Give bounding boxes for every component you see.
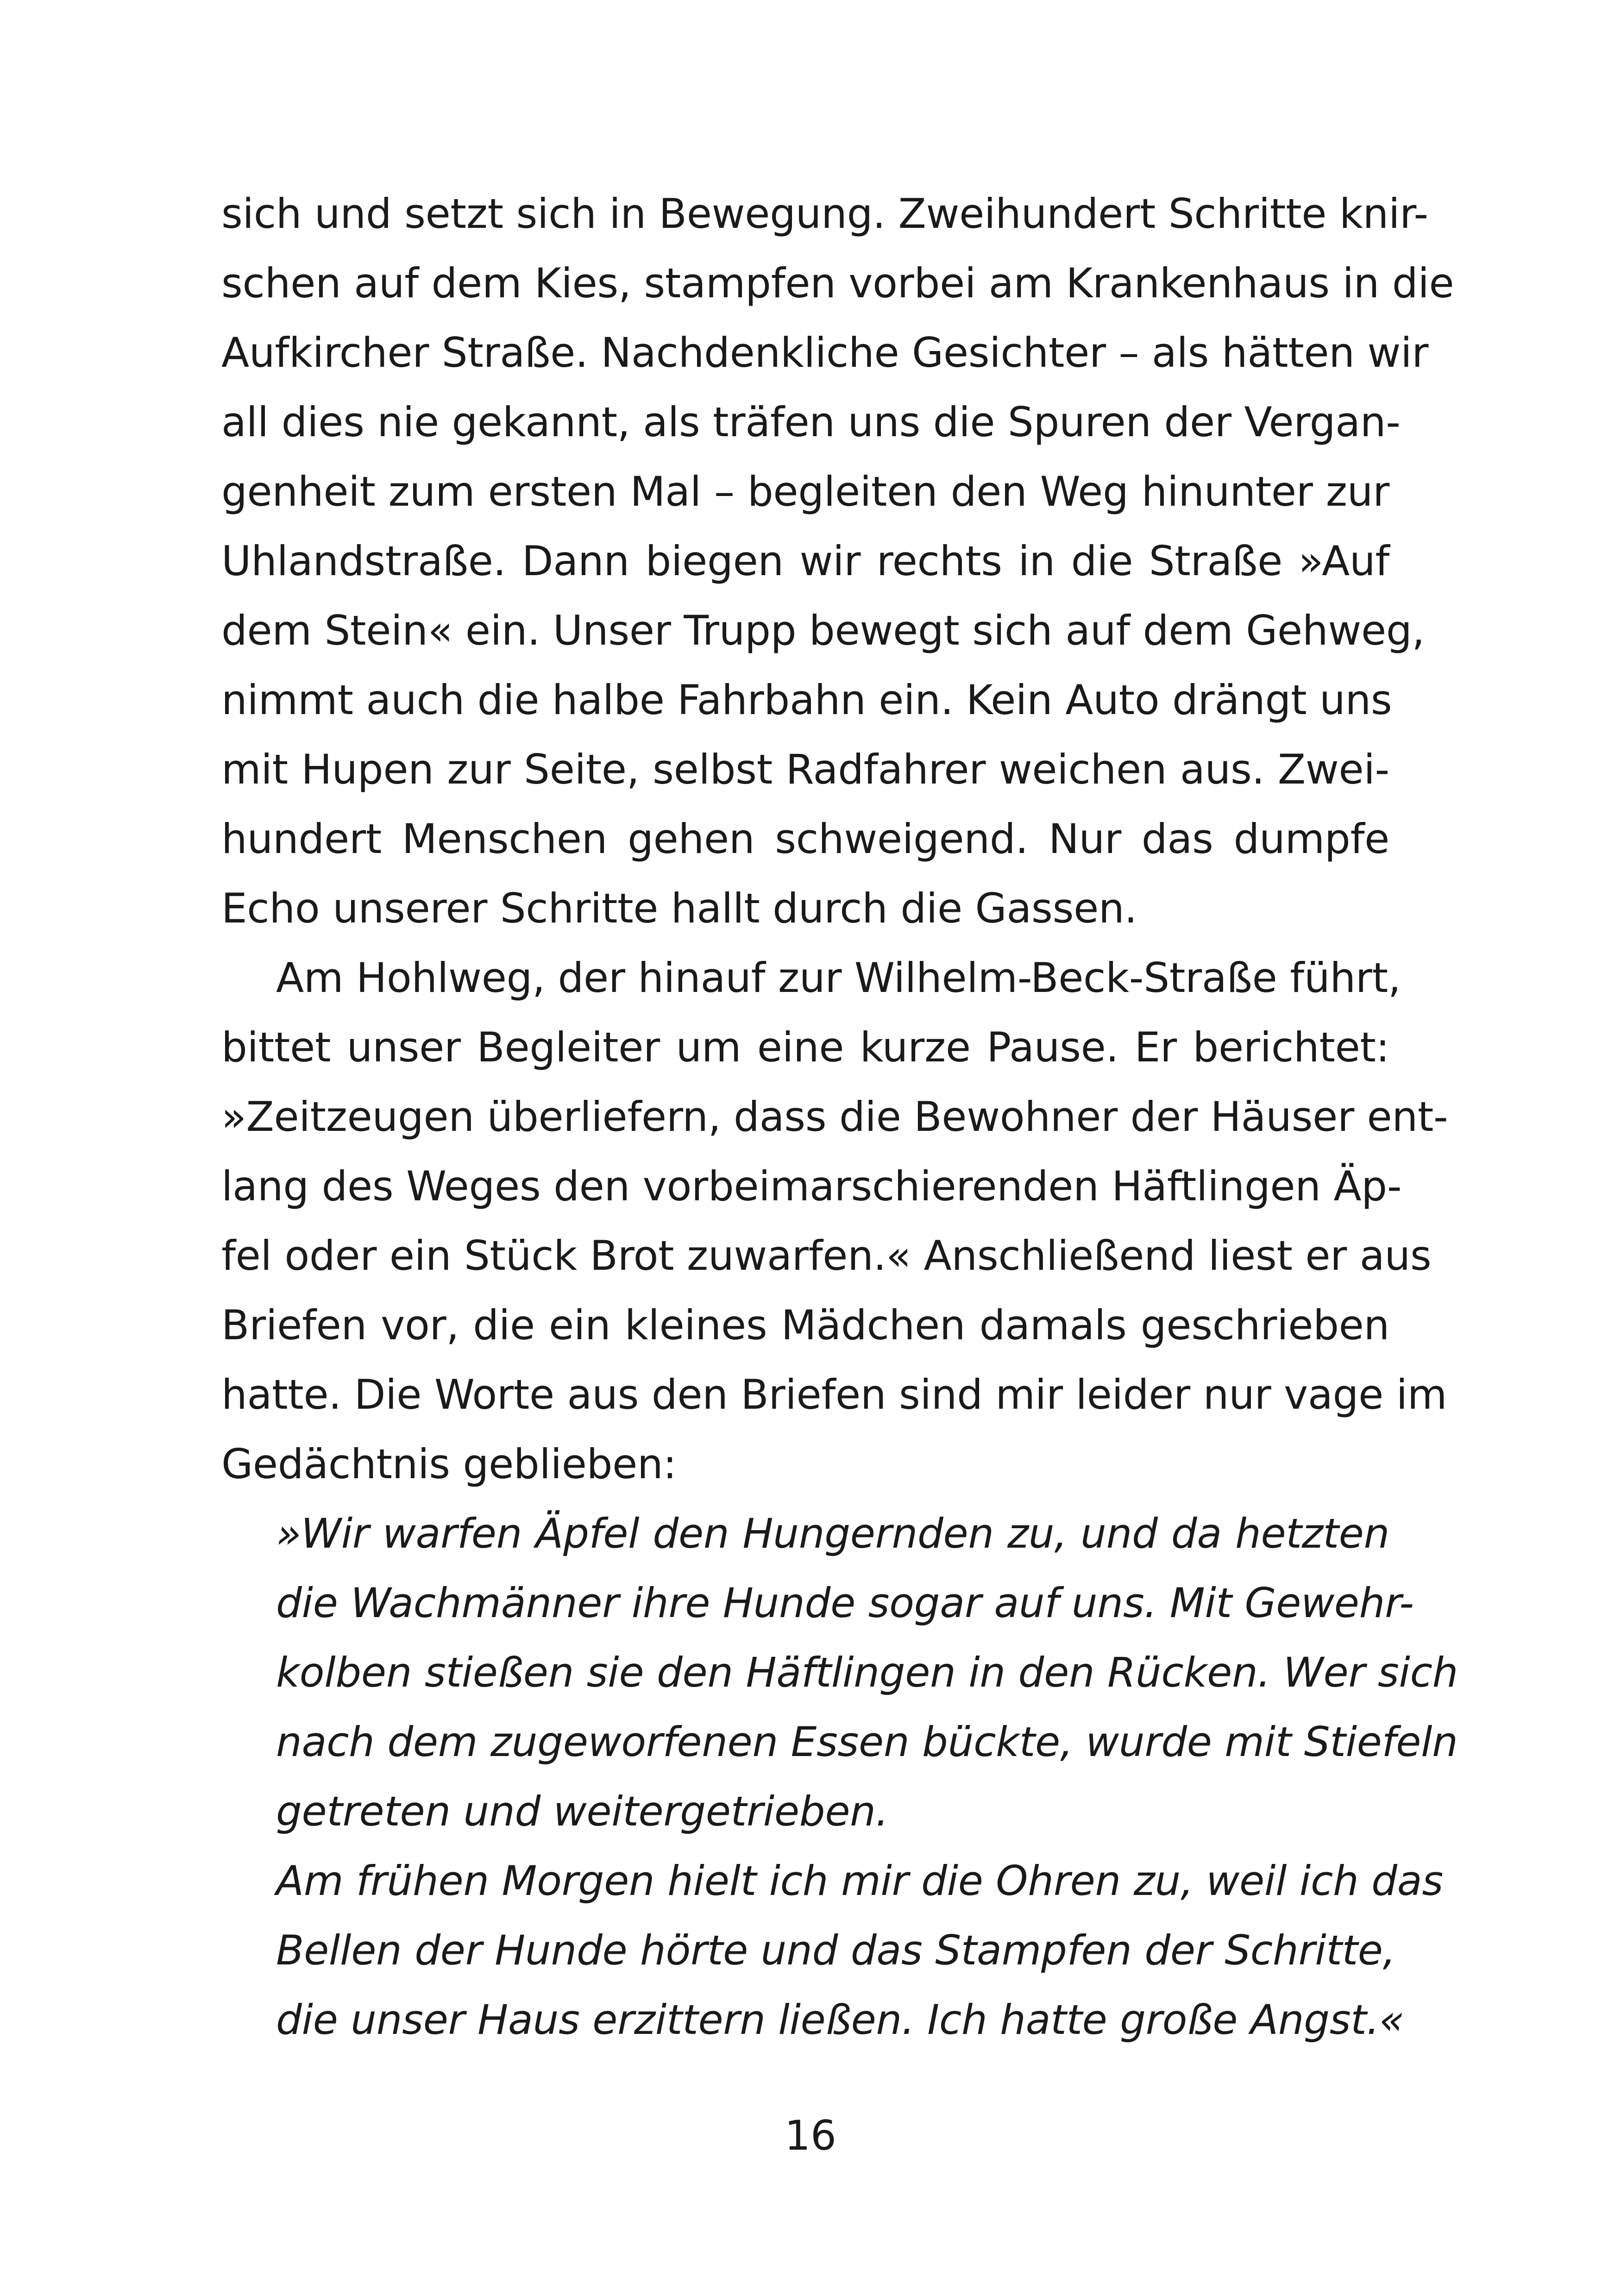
quote-line: kolben stießen sie den Häftlingen in den Rücken. Wer sich [276, 1649, 1458, 1696]
body-line: hatte. Die Worte aus den Briefen sind mir leider nur vage im [221, 1371, 1447, 1418]
quote-line: die unser Haus erzittern ließen. Ich hatte große Angst.« [276, 1996, 1405, 2044]
body-line: Aufkircher Straße. Nachdenkliche Gesichter – als hätten wir [221, 329, 1429, 376]
body-line: dem Stein« ein. Unser Trupp bewegt sich auf dem Gehweg, [221, 607, 1425, 654]
body-line: schen auf dem Kies, stampfen vorbei am Krankenhaus in die [221, 259, 1454, 307]
body-line: Echo unserer Schritte hallt durch die Gassen. [221, 885, 1137, 932]
body-line: fel oder ein Stück Brot zuwarfen.« Anschließend liest er aus [221, 1232, 1432, 1280]
page-number: 16 [785, 2112, 836, 2159]
body-line: »Zeitzeugen überliefern, dass die Bewohner der Häuser ent- [221, 1093, 1448, 1141]
body-line: all dies nie gekannt, als träfen uns die Spuren der Vergan- [221, 398, 1401, 446]
body-line: nimmt auch die halbe Fahrbahn ein. Kein Auto drängt uns [221, 676, 1392, 724]
quote-line: Am frühen Morgen hielt ich mir die Ohren zu, weil ich das [276, 1857, 1443, 1905]
body-line: Briefen vor, die ein kleines Mädchen damals geschrieben [221, 1301, 1389, 1349]
quote-line: getreten und weitergetrieben. [276, 1788, 889, 1835]
quote-line: »Wir warfen Äpfel den Hungernden zu, und da hetzten [276, 1510, 1389, 1557]
quote-line: Bellen der Hunde hörte und das Stampfen der Schritte, [276, 1926, 1396, 1974]
body-line: lang des Weges den vorbeimarschierenden Häftlingen Äp- [221, 1162, 1402, 1210]
body-line: Uhlandstraße. Dann biegen wir rechts in die Straße »Auf [221, 537, 1389, 585]
body-line: Am Hohlweg, der hinauf zur Wilhelm-Beck-Straße führt, [276, 954, 1401, 1002]
quote-line: die Wachmänner ihre Hunde sogar auf uns. Mit Gewehr- [276, 1579, 1414, 1627]
body-line: bittet unser Begleiter um eine kurze Pause. Er berichtet: [221, 1023, 1389, 1071]
body-line: mit Hupen zur Seite, selbst Radfahrer weichen aus. Zwei- [221, 746, 1389, 793]
body-line: sich und setzt sich in Bewegung. Zweihundert Schritte knir- [221, 190, 1428, 238]
body-line: genheit zum ersten Mal – begleiten den Weg hinunter zur [221, 468, 1389, 515]
body-line: hundert Menschen gehen schweigend. Nur das dumpfe [221, 815, 1389, 863]
quote-line: nach dem zugeworfenen Essen bückte, wurde mit Stiefeln [276, 1718, 1458, 1766]
body-line: Gedächtnis geblieben: [221, 1440, 677, 1488]
